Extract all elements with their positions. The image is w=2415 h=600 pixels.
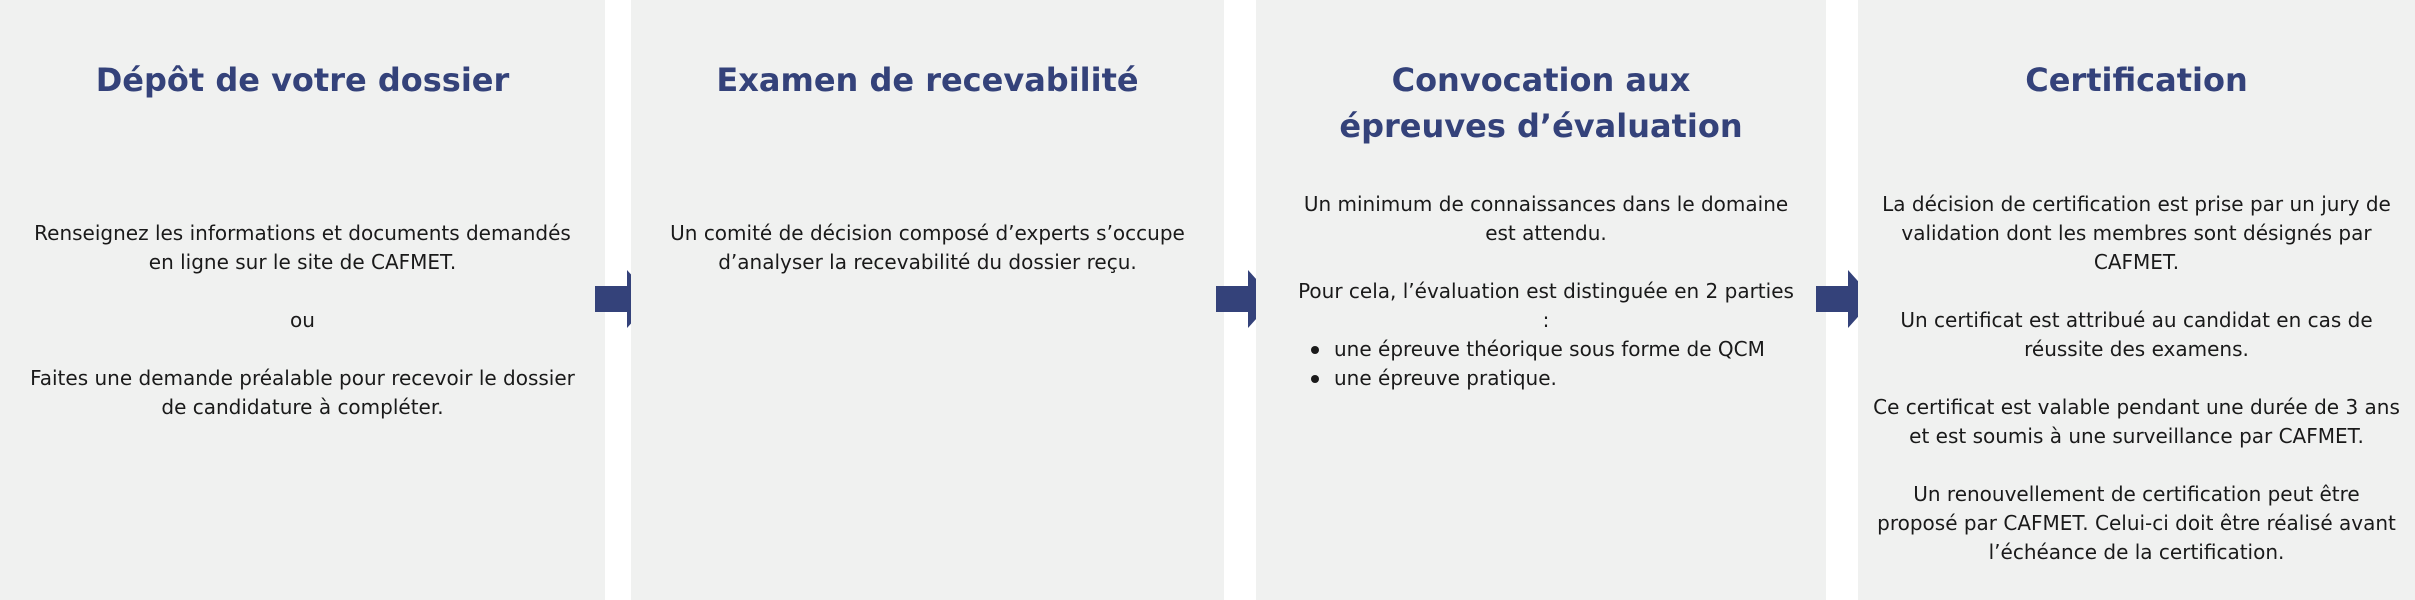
step-paragraph: Un certificat est attribué au candidat en cas de réussite des examens. [1900,308,2373,361]
step-paragraph: Ce certificat est valable pendant une durée de 3 ans et est soumis à une surveillance par CAFMET. [1873,395,2400,448]
step-description [1872,190,2401,567]
step-title: Examen de recevabilité [716,61,1139,99]
step-paragraph: Renseignez les informations et documents demandés en ligne sur le site de CAFMET. [34,221,571,274]
list-item: une épreuve théorique sous forme de QCM [1296,335,1796,364]
step-description [661,219,1194,277]
step-panel-deposit [0,0,605,600]
step-title-line: Convocation aux [1391,61,1691,99]
step-paragraph: Un comité de décision composé d’experts s’occupe d’analyser la recevabilité du dossier reçu. [670,221,1185,274]
step-paragraph: Pour cela, l’évaluation est distinguée en 2 parties : [1298,279,1794,332]
step-description [30,219,575,422]
step-title-line: épreuves d’évaluation [1339,107,1743,145]
step-title: Certification [2025,61,2248,99]
step-paragraph: La décision de certification est prise par un jury de validation dont les membres sont désignés par CAFMET. [1882,192,2391,274]
step-paragraph: Un minimum de connaissances dans le domaine est attendu. [1303,192,1789,245]
step-paragraph: Faites une demande préalable pour recevoir le dossier de candidature à compléter. [30,366,575,419]
evaluation-parts-list [1296,335,1796,393]
step-panel-admissibility [631,0,1224,600]
list-item: une épreuve pratique. [1296,364,1796,393]
step-description [1296,190,1796,393]
step-paragraph: Un renouvellement de certification peut être proposé par CAFMET. Celui-ci doit être réalisé avant l’échéance de la certification. [1877,482,2396,564]
step-title: Dépôt de votre dossier [95,61,510,99]
step-title [1256,57,1826,149]
step-panel-convocation [1256,0,1826,600]
step-panel-certification [1858,0,2415,600]
step-paragraph: ou [290,308,315,332]
